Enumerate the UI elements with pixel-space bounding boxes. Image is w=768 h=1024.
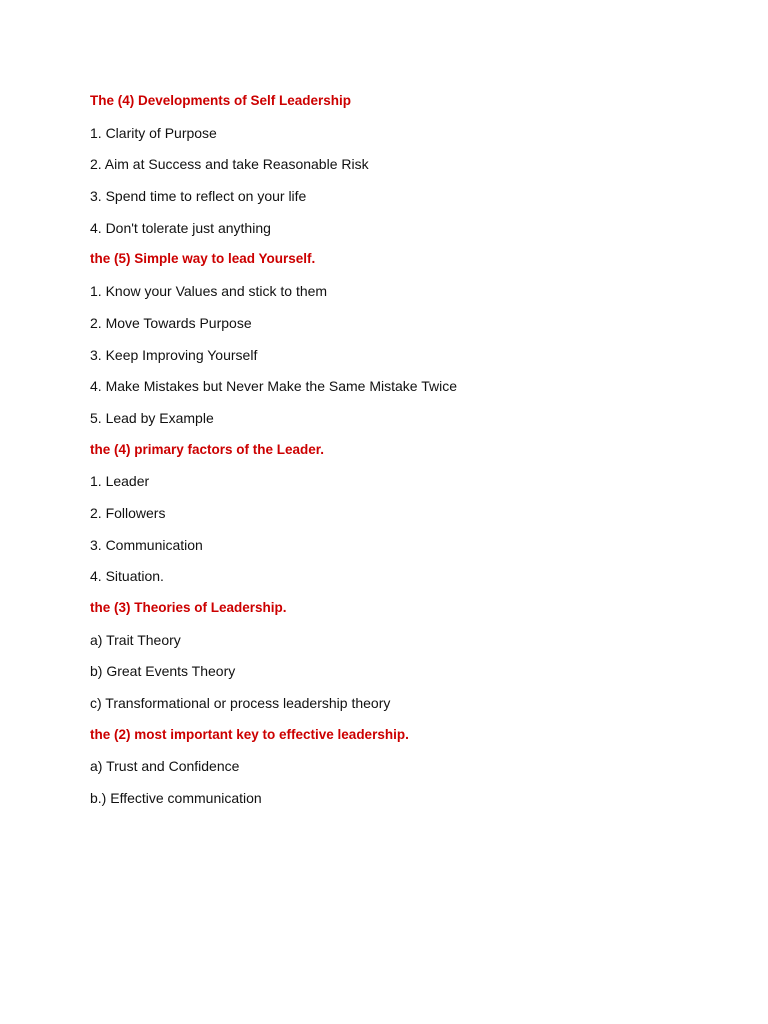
list-item: 1. Know your Values and stick to them bbox=[90, 283, 328, 300]
list-item: 3. Communication bbox=[90, 536, 203, 553]
list-item: 4. Situation. bbox=[90, 568, 164, 585]
section-self-leadership-developments bbox=[90, 92, 730, 250]
list-item: 2. Followers bbox=[90, 504, 166, 521]
section-primary-factors bbox=[90, 441, 730, 599]
section-theories-of-leadership bbox=[90, 599, 730, 726]
list-item: 1. Clarity of Purpose bbox=[90, 124, 217, 141]
list-item: 3. Keep Improving Yourself bbox=[90, 346, 258, 363]
list-item: 5. Lead by Example bbox=[90, 409, 214, 426]
section-key-to-effective-leadership bbox=[90, 726, 730, 821]
section-heading: the (4) primary factors of the Leader. bbox=[90, 441, 325, 457]
list-item: c) Transformational or process leadership theory bbox=[90, 695, 391, 712]
list-item: 2. Aim at Success and take Reasonable Risk bbox=[90, 156, 369, 173]
list-item: 4. Don't tolerate just anything bbox=[90, 219, 271, 236]
list-item: 2. Move Towards Purpose bbox=[90, 314, 252, 331]
section-heading: the (5) Simple way to lead Yourself. bbox=[90, 251, 316, 267]
list-item: 1. Leader bbox=[90, 473, 150, 490]
list-item: a) Trait Theory bbox=[90, 631, 181, 648]
list-item: b.) Effective communication bbox=[90, 790, 262, 807]
section-heading: the (2) most important key to effective leadership. bbox=[90, 726, 409, 742]
list-item: 3. Spend time to reflect on your life bbox=[90, 188, 307, 205]
list-item: b) Great Events Theory bbox=[90, 663, 236, 680]
list-item: 4. Make Mistakes but Never Make the Same Mistake Twice bbox=[90, 378, 457, 395]
section-heading: the (3) Theories of Leadership. bbox=[90, 600, 287, 615]
document-body bbox=[90, 92, 730, 821]
section-simple-ways-to-lead bbox=[90, 250, 730, 440]
list-item: a) Trust and Confidence bbox=[90, 758, 240, 775]
section-heading: The (4) Developments of Self Leadership bbox=[90, 93, 352, 108]
